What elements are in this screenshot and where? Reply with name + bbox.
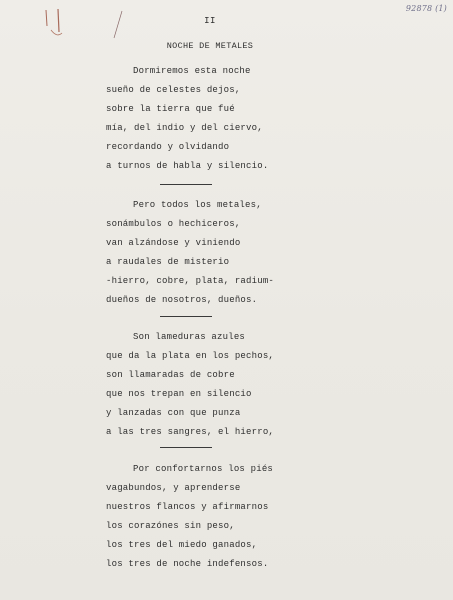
poem-line: los tres de noche indefensos.	[106, 559, 269, 569]
stanza-divider	[160, 447, 212, 448]
poem-line: Por confortarnos los piés	[133, 464, 274, 474]
poem-line: van alzándose y viniendo	[106, 238, 241, 248]
poem-line: nuestros flancos y afirmarnos	[106, 502, 269, 512]
poem-line: a raudales de misterio	[106, 257, 230, 267]
poem-line: a las tres sangres, el hierro,	[106, 427, 275, 437]
poem-line: Pero todos los metales,	[133, 200, 262, 210]
poem-line: y lanzadas con que punza	[106, 408, 241, 418]
poem-line: sueño de celestes dejos,	[106, 85, 241, 95]
poem-line: son llamaradas de cobre	[106, 370, 235, 380]
poem-line: que da la plata en los pechos,	[106, 351, 275, 361]
poem-line: vagabundos, y aprenderse	[106, 483, 241, 493]
poem-line: -hierro, cobre, plata, radium-	[106, 276, 275, 286]
page-number: II	[204, 16, 216, 26]
poem-line: Dormiremos esta noche	[133, 66, 251, 76]
poem-line: sonámbulos o hechiceros,	[106, 219, 241, 229]
poem-line: a turnos de habla y silencio.	[106, 161, 269, 171]
poem-line: recordando y olvidando	[106, 142, 230, 152]
poem-line: sobre la tierra que fué	[106, 104, 235, 114]
poem-line: Son lameduras azules	[133, 332, 246, 342]
poem-line: que nos trepan en silencio	[106, 389, 252, 399]
poem-line: los tres del miedo ganados,	[106, 540, 258, 550]
poem-line: dueños de nosotros, dueños.	[106, 295, 258, 305]
poem-line: mía, del indio y del ciervo,	[106, 123, 263, 133]
stanza-divider	[160, 316, 212, 317]
stanza-divider	[160, 184, 212, 185]
archive-code: 92878 (1)	[405, 4, 447, 13]
poem-title: NOCHE DE METALES	[166, 41, 254, 51]
poem-line: los corazónes sin peso,	[106, 521, 235, 531]
